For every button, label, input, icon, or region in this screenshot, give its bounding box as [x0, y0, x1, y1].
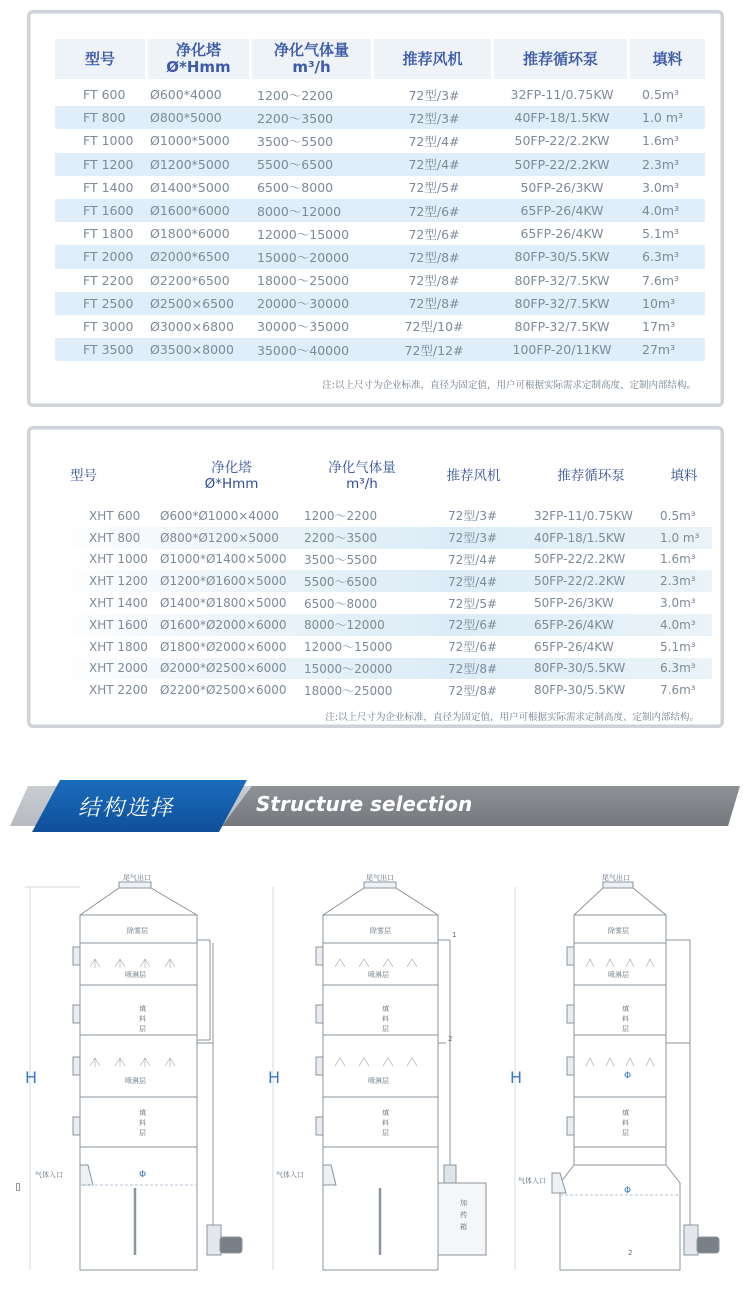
cell-gas-volume: 6500～8000 [257, 180, 334, 196]
table-row [55, 199, 705, 222]
cell-pump: 80FP-32/7.5KW [514, 295, 610, 311]
cell-tower-size: Ø1200*5000 [150, 156, 230, 172]
section-title-cn: 结构选择 [78, 796, 175, 821]
dosing-label-3: 箱 [460, 1223, 467, 1231]
cell-pump: 65FP-26/4KW [534, 639, 614, 654]
cell-gas-volume: 3500～5500 [257, 133, 334, 149]
spray-label-lower: 喷淋层 [368, 1077, 389, 1085]
structure-selection-banner [10, 783, 740, 829]
cell-tower-size: Ø1000*5000 [150, 133, 230, 149]
xht-table-header [52, 447, 712, 505]
cell-tower-size: Ø2500×6500 [150, 295, 234, 311]
cell-packing: 10m³ [642, 295, 676, 311]
cell-pump: 65FP-26/4KW [520, 203, 604, 219]
packing-label-5: 料 [139, 1119, 146, 1127]
cell-model: FT 1200 [83, 156, 134, 172]
cell-tower-size: Ø1400*Ø1800×5000 [160, 596, 287, 611]
table-row [52, 505, 712, 527]
cell-pump: 50FP-22/2.2KW [534, 574, 626, 589]
tower-drawing-2 [258, 865, 498, 1295]
cell-pump: 65FP-26/4KW [534, 617, 614, 632]
table-row [52, 592, 712, 614]
table-row [55, 106, 705, 129]
cell-gas-volume: 8000～12000 [304, 618, 385, 633]
cell-pump: 80FP-30/5.5KW [534, 661, 626, 676]
cell-fan: 72型/3# [408, 87, 460, 103]
table-row [52, 614, 712, 636]
ft-table-body [55, 83, 705, 361]
cell-packing: 5.1m³ [660, 639, 696, 654]
cell-tower-size: Ø3500×8000 [150, 342, 234, 358]
cell-tower-size: Ø800*5000 [150, 110, 222, 126]
packing-label-5: 料 [622, 1119, 629, 1127]
header-gas-line2: m³/h [292, 58, 331, 76]
cell-pump: 40FP-18/1.5KW [514, 110, 610, 126]
tower-drawing-1 [15, 865, 255, 1295]
cell-model: FT 2500 [83, 295, 134, 311]
table-row [55, 176, 705, 199]
header-tower [160, 460, 303, 492]
header-gas-line2: m³/h [346, 476, 378, 492]
spray-label-upper: 喷淋层 [608, 971, 629, 979]
cell-tower-size: Ø1200*Ø1600×5000 [160, 574, 287, 589]
cell-packing: 17m³ [642, 318, 676, 334]
packing-label-6: 层 [139, 1129, 146, 1137]
header-model: 型号 [70, 468, 97, 484]
cell-fan: 72型/4# [448, 574, 498, 589]
cell-pump: 32FP-11/0.75KW [534, 508, 633, 523]
cell-fan: 72型/4# [448, 552, 498, 567]
cell-fan: 72型/5# [448, 596, 498, 611]
table-row [52, 570, 712, 592]
spray-label-upper: 喷淋层 [368, 971, 389, 979]
cell-model: XHT 1200 [89, 574, 148, 589]
tower-drawing-3-svg [500, 865, 740, 1295]
cell-pump: 50FP-22/2.2KW [534, 552, 626, 567]
cell-tower-size: Ø1600*Ø2000×6000 [160, 617, 287, 632]
cell-gas-volume: 6500～8000 [304, 596, 378, 611]
cell-model: FT 2200 [83, 272, 134, 288]
cell-tower-size: Ø2000*Ø2500×6000 [160, 661, 287, 676]
header-model: 型号 [55, 39, 148, 79]
cell-packing: 4.0m³ [642, 203, 680, 219]
cell-tower-size: Ø600*4000 [150, 87, 222, 103]
spray-label-lower: 喷淋层 [125, 1077, 146, 1085]
table-row [55, 292, 705, 315]
cell-model: XHT 1000 [89, 552, 148, 567]
table-row [52, 636, 712, 658]
cell-gas-volume: 12000～15000 [257, 226, 350, 242]
cell-fan: 72型/8# [448, 683, 498, 698]
height-label: H [25, 1068, 38, 1087]
cell-gas-volume: 1200～2200 [257, 87, 334, 103]
table-row [52, 549, 712, 571]
cell-fan: 72型/10# [404, 319, 464, 335]
cell-packing: 3.0m³ [660, 596, 696, 611]
tower-drawing-3 [500, 865, 740, 1295]
cell-gas-volume: 15000～20000 [257, 249, 350, 265]
xht-table-body [52, 505, 712, 701]
cell-packing: 27m³ [642, 342, 676, 358]
cell-packing: 6.3m³ [642, 249, 680, 265]
header-packing: 填料 [630, 39, 705, 79]
header-fan: 推荐风机 [374, 39, 494, 79]
header-packing: 填料 [670, 468, 698, 484]
nozzle-mark-1: 1 [452, 931, 457, 939]
cell-fan: 72型/3# [448, 509, 498, 524]
cell-packing: 3.0m³ [642, 179, 680, 195]
outlet-label: 尾气出口 [123, 874, 151, 882]
cell-gas-volume: 3500～5500 [304, 552, 378, 567]
cell-pump: 50FP-22/2.2KW [514, 156, 610, 172]
cell-model: FT 2000 [83, 249, 134, 265]
cell-pump: 32FP-11/0.75KW [510, 87, 614, 103]
cell-fan: 72型/3# [408, 110, 460, 126]
cell-gas-volume: 1200～2200 [304, 509, 378, 524]
cell-pump: 50FP-26/3KW [534, 596, 614, 611]
cell-packing: 1.0 m³ [642, 110, 684, 126]
height-label: H [268, 1068, 281, 1087]
table-row [55, 153, 705, 176]
cell-tower-size: Ø2000*6500 [150, 249, 230, 265]
cell-tower-size: Ø2200*Ø2500×6000 [160, 683, 287, 698]
cell-pump: 65FP-26/4KW [520, 226, 604, 242]
cell-packing: 4.0m³ [660, 617, 696, 632]
tower-drawing-1-svg [15, 865, 255, 1295]
header-fan: 推荐风机 [446, 468, 501, 484]
cell-fan: 72型/6# [448, 618, 498, 633]
cell-packing: 1.0 m³ [660, 530, 700, 545]
packing-label-3: 层 [139, 1025, 146, 1033]
cell-pump: 100FP-20/11KW [512, 342, 612, 358]
cell-fan: 72型/4# [408, 157, 460, 173]
cell-pump: 50FP-22/2.2KW [514, 133, 610, 149]
cell-model: XHT 800 [89, 530, 141, 545]
outlet-label: 尾气出口 [366, 874, 394, 882]
cell-pump: 80FP-32/7.5KW [514, 318, 610, 334]
cell-model: FT 3000 [83, 318, 134, 334]
table-row [55, 245, 705, 268]
table-row [55, 83, 705, 106]
cell-gas-volume: 18000～25000 [257, 273, 350, 289]
cell-packing: 2.3m³ [642, 156, 680, 172]
packing-label-2: 料 [382, 1015, 389, 1023]
packing-label-3: 层 [382, 1025, 389, 1033]
cell-model: XHT 600 [89, 508, 141, 523]
packing-label-6: 层 [382, 1129, 389, 1137]
cell-gas-volume: 2200～3500 [257, 110, 334, 126]
cell-fan: 72型/8# [408, 296, 460, 312]
cell-gas-volume: 35000～40000 [257, 342, 350, 358]
header-tower [148, 39, 252, 79]
cell-model: FT 1600 [83, 203, 134, 219]
cell-packing: 5.1m³ [642, 226, 680, 242]
height-label: H [510, 1068, 523, 1087]
cell-gas-volume: 15000～20000 [304, 661, 393, 676]
cell-packing: 2.3m³ [660, 574, 696, 589]
packing-label-6: 层 [622, 1129, 629, 1137]
table-row [55, 338, 705, 361]
header-tower-line2: Ø*Hmm [166, 58, 231, 76]
packing-label-1: 填 [622, 1005, 629, 1013]
cell-model: FT 3500 [83, 342, 134, 358]
cell-model: XHT 2000 [89, 661, 148, 676]
table-row [52, 658, 712, 680]
cell-fan: 72型/3# [448, 531, 498, 546]
cell-fan: 72型/6# [408, 203, 460, 219]
table-row [55, 222, 705, 245]
inlet-label: 气体入口 [518, 1177, 546, 1185]
cell-pump: 80FP-30/5.5KW [514, 249, 610, 265]
cell-model: XHT 1600 [89, 617, 148, 632]
cell-packing: 6.3m³ [660, 661, 696, 676]
ft-spec-card [27, 10, 724, 407]
cell-gas-volume: 18000～25000 [304, 683, 393, 698]
diameter-label-lower: Φ [624, 1186, 632, 1196]
tower-drawing-2-svg [258, 865, 498, 1295]
cell-model: FT 1800 [83, 226, 134, 242]
inlet-label: 气体入口 [35, 1171, 63, 1179]
cell-pump: 40FP-18/1.5KW [534, 530, 626, 545]
cell-pump: 80FP-30/5.5KW [534, 683, 626, 698]
cell-tower-size: Ø800*Ø1200×5000 [160, 530, 279, 545]
header-tower-line1: 净化塔 [211, 460, 252, 476]
ft-spec-table [55, 35, 705, 361]
dosing-label-2: 药 [460, 1211, 467, 1219]
header-pump: 推荐循环泵 [557, 468, 625, 484]
packing-label-1: 填 [382, 1005, 389, 1013]
section-title-en: Structure selection [256, 792, 473, 816]
cell-pump: 50FP-26/3KW [520, 179, 604, 195]
nozzle-mark-2: 2 [628, 1249, 633, 1257]
cell-gas-volume: 5500～6500 [304, 574, 378, 589]
outlet-label: 尾气出口 [602, 874, 630, 882]
ft-table-note: 注:以上尺寸为企业标准，直径为固定值，用户可根据实际需求定制高度、定制内部结构。 [322, 380, 696, 391]
cell-tower-size: Ø1000*Ø1400×5000 [160, 552, 287, 567]
spray-label-upper: 喷淋层 [125, 971, 146, 979]
demister-label: 除雾层 [370, 927, 391, 935]
cell-fan: 72型/6# [448, 640, 498, 655]
packing-label-2: 料 [139, 1015, 146, 1023]
cell-packing: 1.6m³ [642, 133, 680, 149]
cell-gas-volume: 30000～35000 [257, 319, 350, 335]
table-row [52, 679, 712, 701]
packing-label-2: 料 [622, 1015, 629, 1023]
cell-model: XHT 1400 [89, 596, 148, 611]
cell-tower-size: Ø1800*6000 [150, 226, 230, 242]
cell-model: XHT 2200 [89, 683, 148, 698]
demister-label: 除雾层 [127, 927, 148, 935]
cell-tower-size: Ø1400*5000 [150, 179, 230, 195]
packing-label-4: 填 [622, 1109, 629, 1117]
cell-model: FT 800 [83, 110, 126, 126]
cell-packing: 0.5m³ [642, 87, 680, 103]
cell-model: XHT 1800 [89, 639, 148, 654]
table-row [55, 315, 705, 338]
cell-model: FT 1400 [83, 179, 134, 195]
table-row [52, 527, 712, 549]
header-gas-volume [303, 460, 421, 492]
cell-gas-volume: 8000～12000 [257, 203, 342, 219]
cell-fan: 72型/8# [408, 273, 460, 289]
cell-pump: 80FP-32/7.5KW [514, 272, 610, 288]
cell-fan: 72型/5# [408, 180, 460, 196]
cell-fan: 72型/8# [408, 249, 460, 265]
packing-label-1: 填 [139, 1005, 146, 1013]
cell-packing: 7.6m³ [642, 272, 680, 288]
cell-gas-volume: 5500～6500 [257, 157, 334, 173]
table-row [55, 129, 705, 152]
header-gas-line1: 净化气体量 [273, 41, 349, 59]
cell-fan: 72型/6# [408, 226, 460, 242]
packing-label-4: 填 [139, 1109, 146, 1117]
nozzle-mark-2: 2 [448, 1035, 453, 1043]
cell-gas-volume: 12000～15000 [304, 640, 393, 655]
header-gas-line1: 净化气体量 [328, 460, 396, 476]
ft-table-header [55, 35, 705, 83]
cell-tower-size: Ø600*Ø1000×4000 [160, 508, 279, 523]
header-pump: 推荐循环泵 [494, 39, 630, 79]
xht-spec-table [52, 447, 712, 701]
cell-fan: 72型/8# [448, 661, 498, 676]
cell-tower-size: Ø1600*6000 [150, 203, 230, 219]
cell-fan: 72型/12# [404, 342, 464, 358]
cell-gas-volume: 20000～30000 [257, 296, 350, 312]
header-tower-line1: 净化塔 [175, 41, 221, 59]
packing-label-4: 填 [382, 1109, 389, 1117]
cell-model: FT 600 [83, 87, 126, 103]
cell-packing: 1.6m³ [660, 552, 696, 567]
demister-label: 除雾层 [608, 927, 629, 935]
diameter-label: Φ [139, 1170, 147, 1180]
cell-packing: 0.5m³ [660, 508, 696, 523]
inlet-label: 气体入口 [276, 1171, 304, 1179]
table-row [55, 269, 705, 292]
xht-table-note: 注:以上尺寸为企业标准，直径为固定值，用户可根据实际需求定制高度、定制内部结构。 [325, 712, 699, 723]
cell-fan: 72型/4# [408, 133, 460, 149]
diameter-label-upper: Φ [624, 1071, 632, 1081]
cell-model: FT 1000 [83, 133, 134, 149]
xht-spec-card [27, 426, 724, 728]
cell-tower-size: Ø3000×6800 [150, 318, 234, 334]
header-gas-volume [252, 39, 374, 79]
packing-label-5: 料 [382, 1119, 389, 1127]
cell-gas-volume: 2200～3500 [304, 531, 378, 546]
header-tower-line2: Ø*Hmm [204, 476, 259, 492]
cell-tower-size: Ø2200*6500 [150, 272, 230, 288]
cell-packing: 7.6m³ [660, 683, 696, 698]
dosing-label-1: 加 [460, 1199, 467, 1207]
packing-label-3: 层 [622, 1025, 629, 1033]
cell-tower-size: Ø1800*Ø2000×6000 [160, 639, 287, 654]
